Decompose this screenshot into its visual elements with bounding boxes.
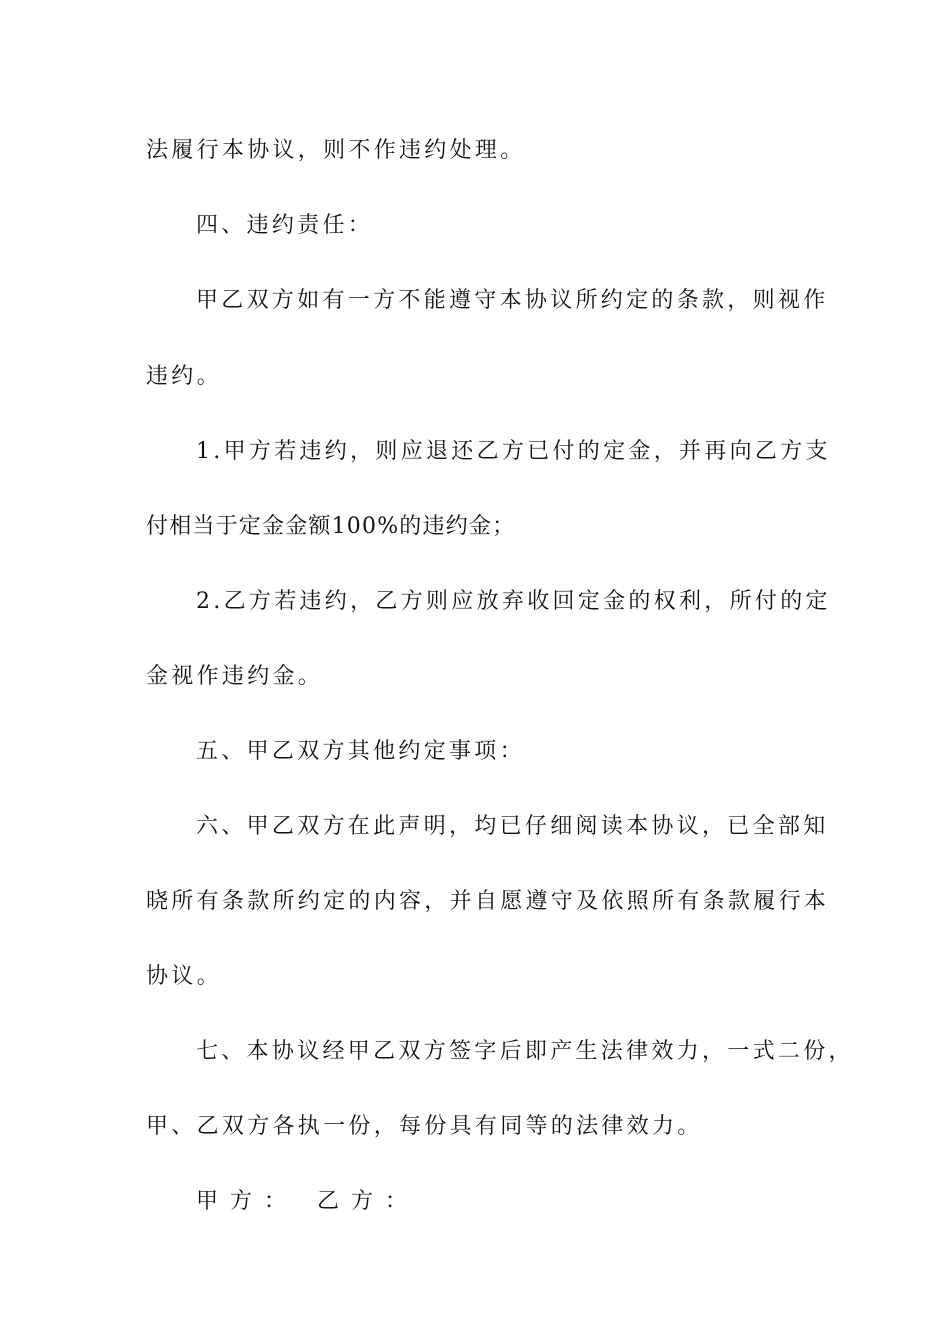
section-heading-breach-liability: 四、违约责任： bbox=[196, 213, 374, 238]
text-line: 违约。 bbox=[146, 364, 222, 389]
text-line: 付相当于定金金额100%的违约金； bbox=[146, 514, 516, 539]
text-line: 1.甲方若违约，则应退还乙方已付的定金，并再向乙方支 bbox=[196, 439, 831, 464]
text-line: 金视作违约金。 bbox=[146, 664, 324, 689]
text-line: 协议。 bbox=[146, 964, 222, 989]
text-line: 七、本协议经甲乙双方签字后即产生法律效力，一式二份， bbox=[196, 1039, 854, 1064]
text-line: 2.乙方若违约，乙方则应放弃收回定金的权利，所付的定 bbox=[196, 589, 831, 614]
text-line: 法履行本协议，则不作违约处理。 bbox=[146, 138, 526, 163]
text-line: 六、甲乙双方在此声明，均已仔细阅读本协议，已全部知 bbox=[196, 814, 829, 839]
text-line: 晓所有条款所约定的内容，并自愿遵守及依照所有条款履行本 bbox=[146, 889, 830, 914]
section-heading-other-terms: 五、甲乙双方其他约定事项： bbox=[196, 739, 525, 764]
signature-line: 甲方： 乙方： bbox=[196, 1189, 419, 1214]
text-line: 甲乙双方如有一方不能遵守本协议所约定的条款，则视作 bbox=[196, 288, 829, 313]
text-line: 甲、乙双方各执一份，每份具有同等的法律效力。 bbox=[146, 1114, 703, 1139]
